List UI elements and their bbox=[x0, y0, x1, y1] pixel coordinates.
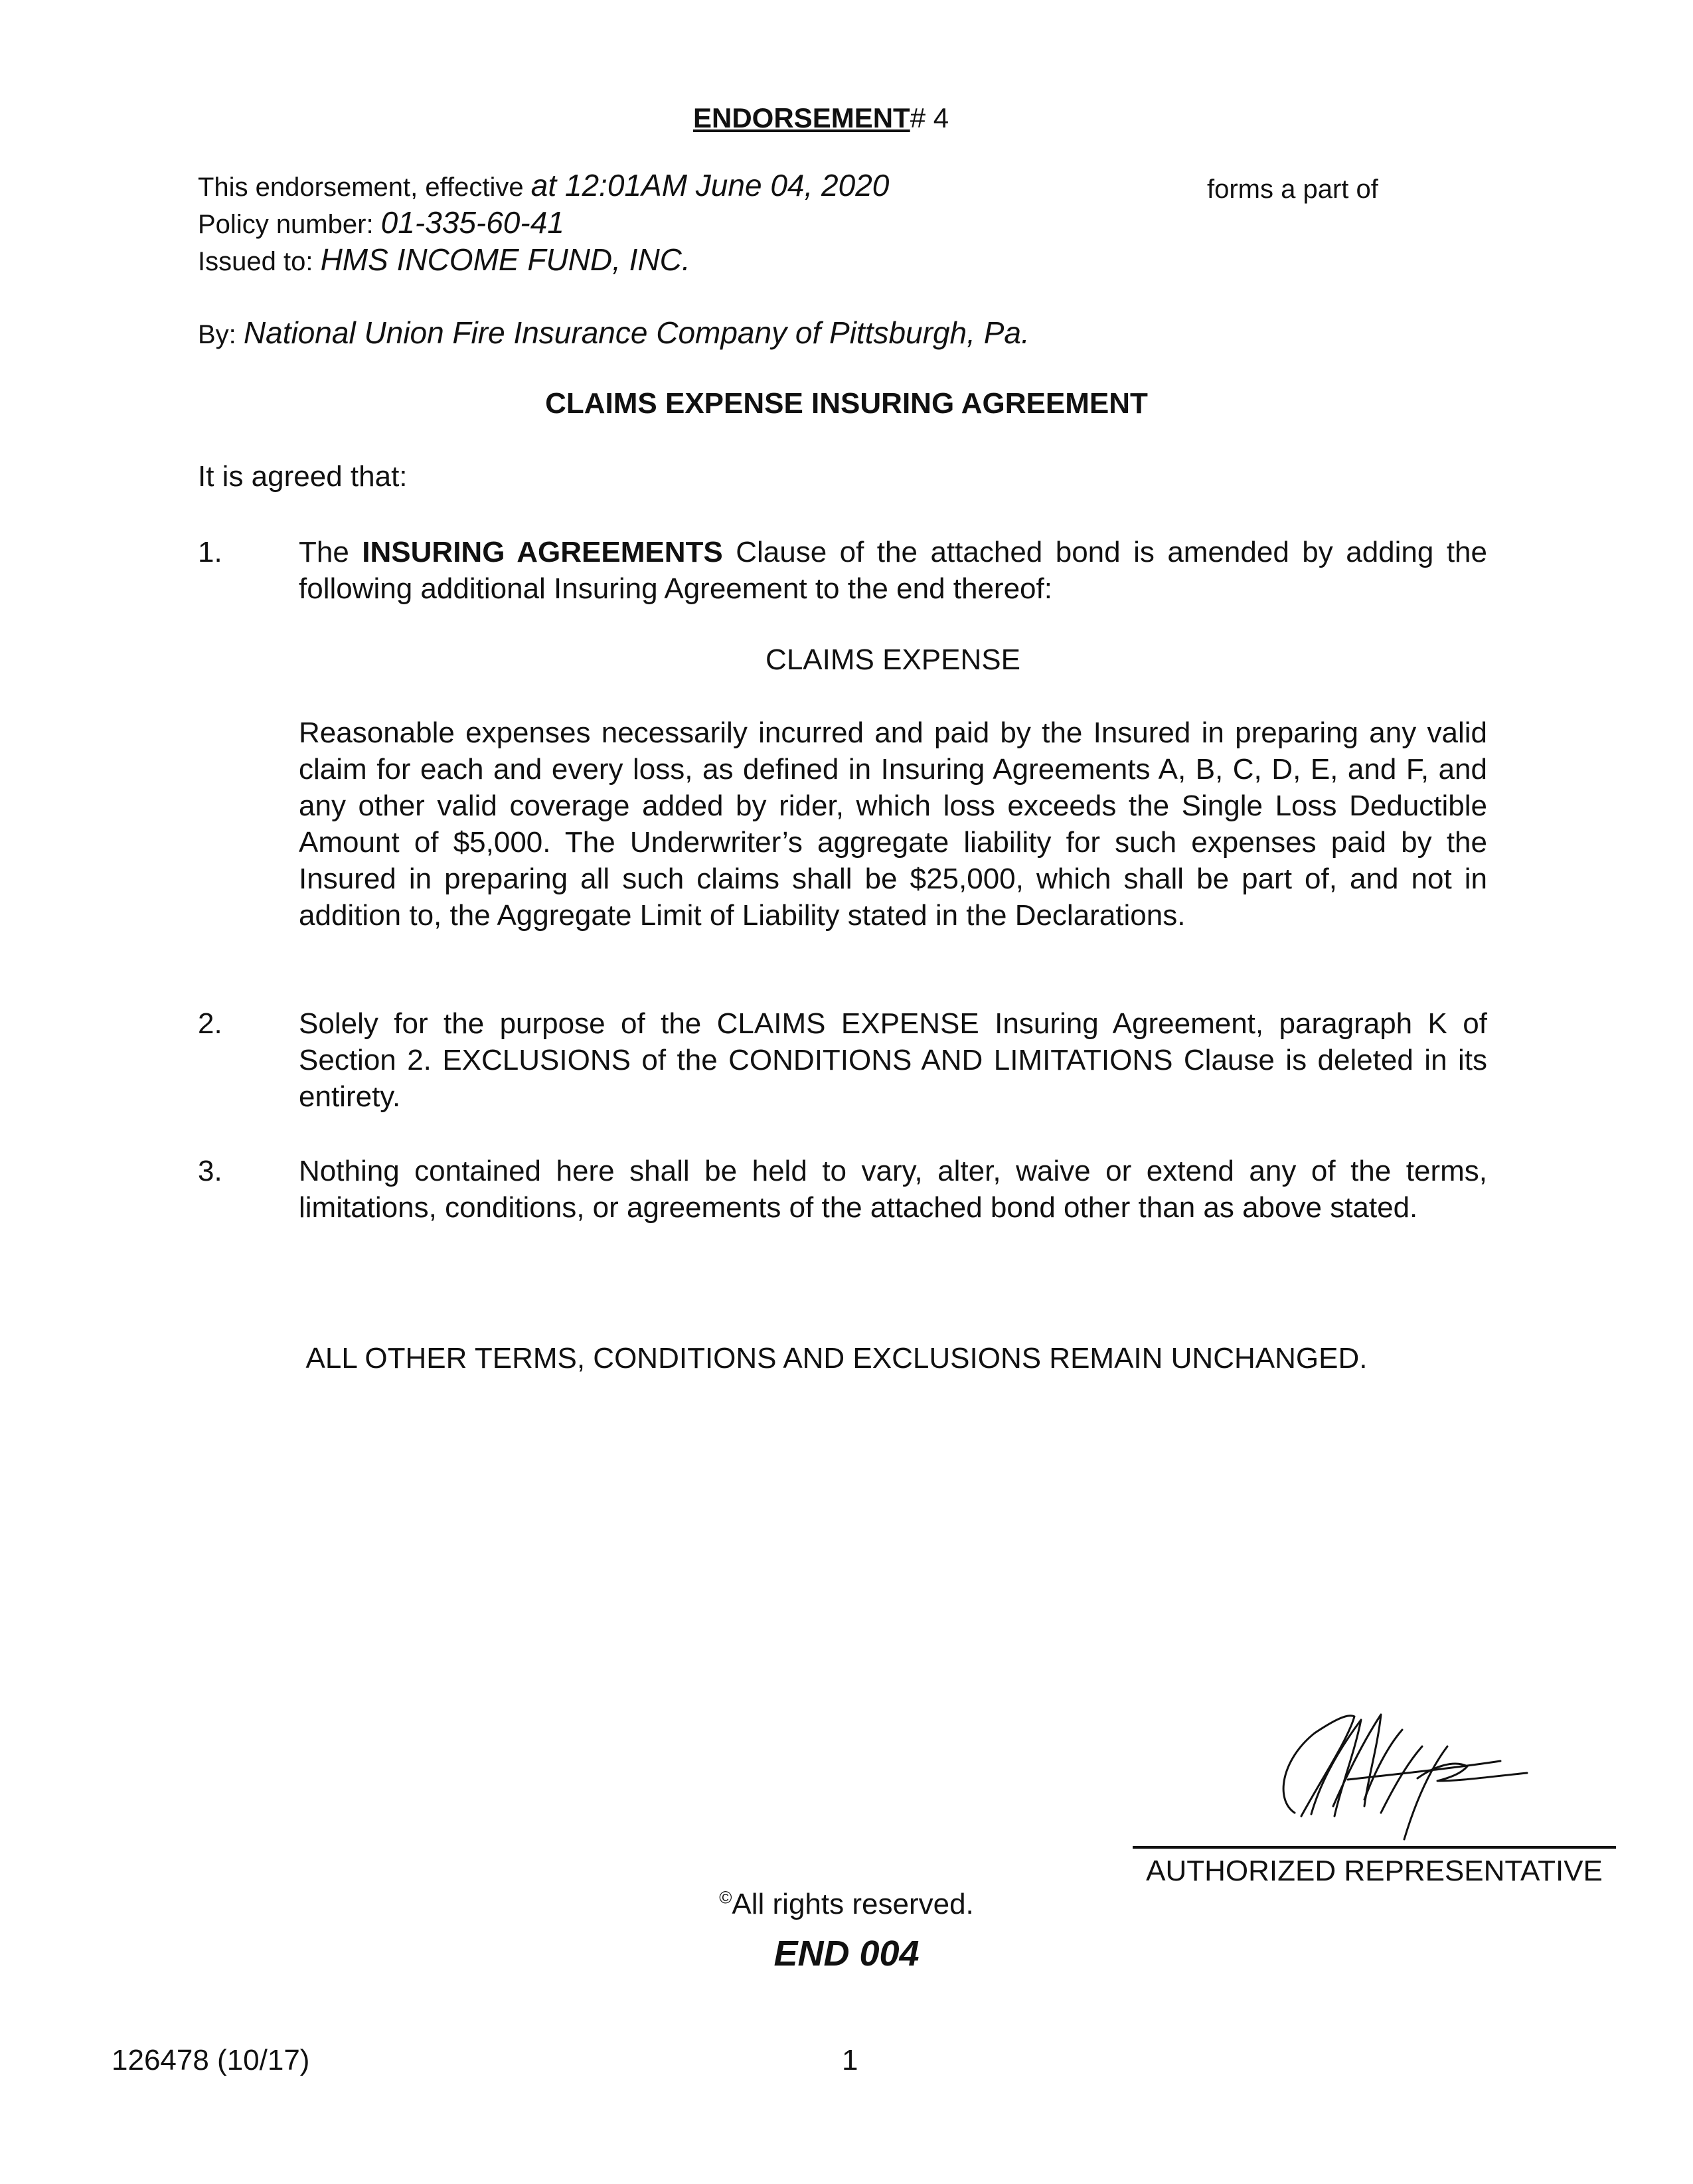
sub-paragraph: Reasonable expenses necessarily incurred and paid by the Insured in preparing any valid claim for each and every loss, as defined in Insuring Agreements A, B, C, D, E, and F, and any other valid coverage added by rider, which loss exceeds the Single Loss Deductible Amount of $5,000. The Underwriter’s aggregate liability for such expenses paid by the Insured in preparing all such claims shall be $25,000, which shall be part of, and not in addition to, the Aggregate Limit of Liability stated in the Declarations. bbox=[299, 716, 1487, 932]
rights-reserved bbox=[0, 1886, 1693, 1922]
endorsement-form-id: END 004 bbox=[773, 1934, 920, 1974]
item-text-bold: INSURING AGREEMENTS bbox=[362, 536, 723, 568]
page-number: 1 bbox=[842, 2044, 858, 2076]
effective-line bbox=[198, 167, 889, 206]
item-text-lead: The bbox=[299, 536, 363, 568]
sub-heading: CLAIMS EXPENSE bbox=[766, 643, 1020, 676]
item-number: 1. bbox=[198, 536, 222, 568]
policy-label: Policy number: bbox=[198, 210, 381, 239]
item-text: Solely for the purpose of the CLAIMS EXPENSE Insuring Agreement, paragraph K of Section 2. EXCLUSIONS of the CONDITIONS AND LIMITATIONS Clause is deleted in its entirety. bbox=[299, 1007, 1487, 1113]
item-text bbox=[299, 534, 1487, 607]
authorized-representative-label: AUTHORIZED REPRESENTATIVE bbox=[1146, 1855, 1603, 1887]
intro-text: It is agreed that: bbox=[198, 460, 408, 493]
signature-image bbox=[1248, 1700, 1540, 1846]
section-heading: CLAIMS EXPENSE INSURING AGREEMENT bbox=[545, 387, 1148, 420]
signature-line bbox=[1133, 1846, 1616, 1849]
insurer-line bbox=[198, 315, 1030, 353]
policy-line bbox=[198, 205, 564, 243]
forms-part-label: forms a part of bbox=[1207, 175, 1378, 204]
rights-text: All rights reserved. bbox=[732, 1888, 974, 1920]
item-text: Nothing contained here shall be held to vary, alter, waive or extend any of the terms, limitations, conditions, or agreements of the attached bond other than as above stated. bbox=[299, 1155, 1487, 1224]
form-code: 126478 (10/17) bbox=[112, 2044, 310, 2076]
issued-label: Issued to: bbox=[198, 247, 321, 276]
endorsement-title-label: ENDORSEMENT bbox=[693, 102, 910, 133]
insurer-label: By: bbox=[198, 320, 244, 349]
endorsement-number: # 4 bbox=[910, 102, 949, 133]
endorsement-title bbox=[693, 100, 949, 136]
issued-line bbox=[198, 242, 690, 280]
closing-statement: ALL OTHER TERMS, CONDITIONS AND EXCLUSIONS REMAIN UNCHANGED. bbox=[305, 1342, 1368, 1375]
item-number: 3. bbox=[198, 1155, 222, 1187]
policy-number: 01-335-60-41 bbox=[380, 205, 564, 240]
item-text-rest: Clause of the attached bond is amended by adding the following additional Insuring Agreement to the end thereof: bbox=[299, 536, 1487, 605]
item-number: 2. bbox=[198, 1007, 222, 1040]
copyright-symbol: © bbox=[719, 1887, 732, 1908]
insured-name: HMS INCOME FUND, INC. bbox=[320, 242, 690, 277]
effective-label: This endorsement, effective bbox=[198, 173, 531, 202]
insurer-name: National Union Fire Insurance Company of Pittsburgh, Pa. bbox=[243, 315, 1030, 350]
effective-value: at 12:01AM June 04, 2020 bbox=[530, 168, 890, 203]
